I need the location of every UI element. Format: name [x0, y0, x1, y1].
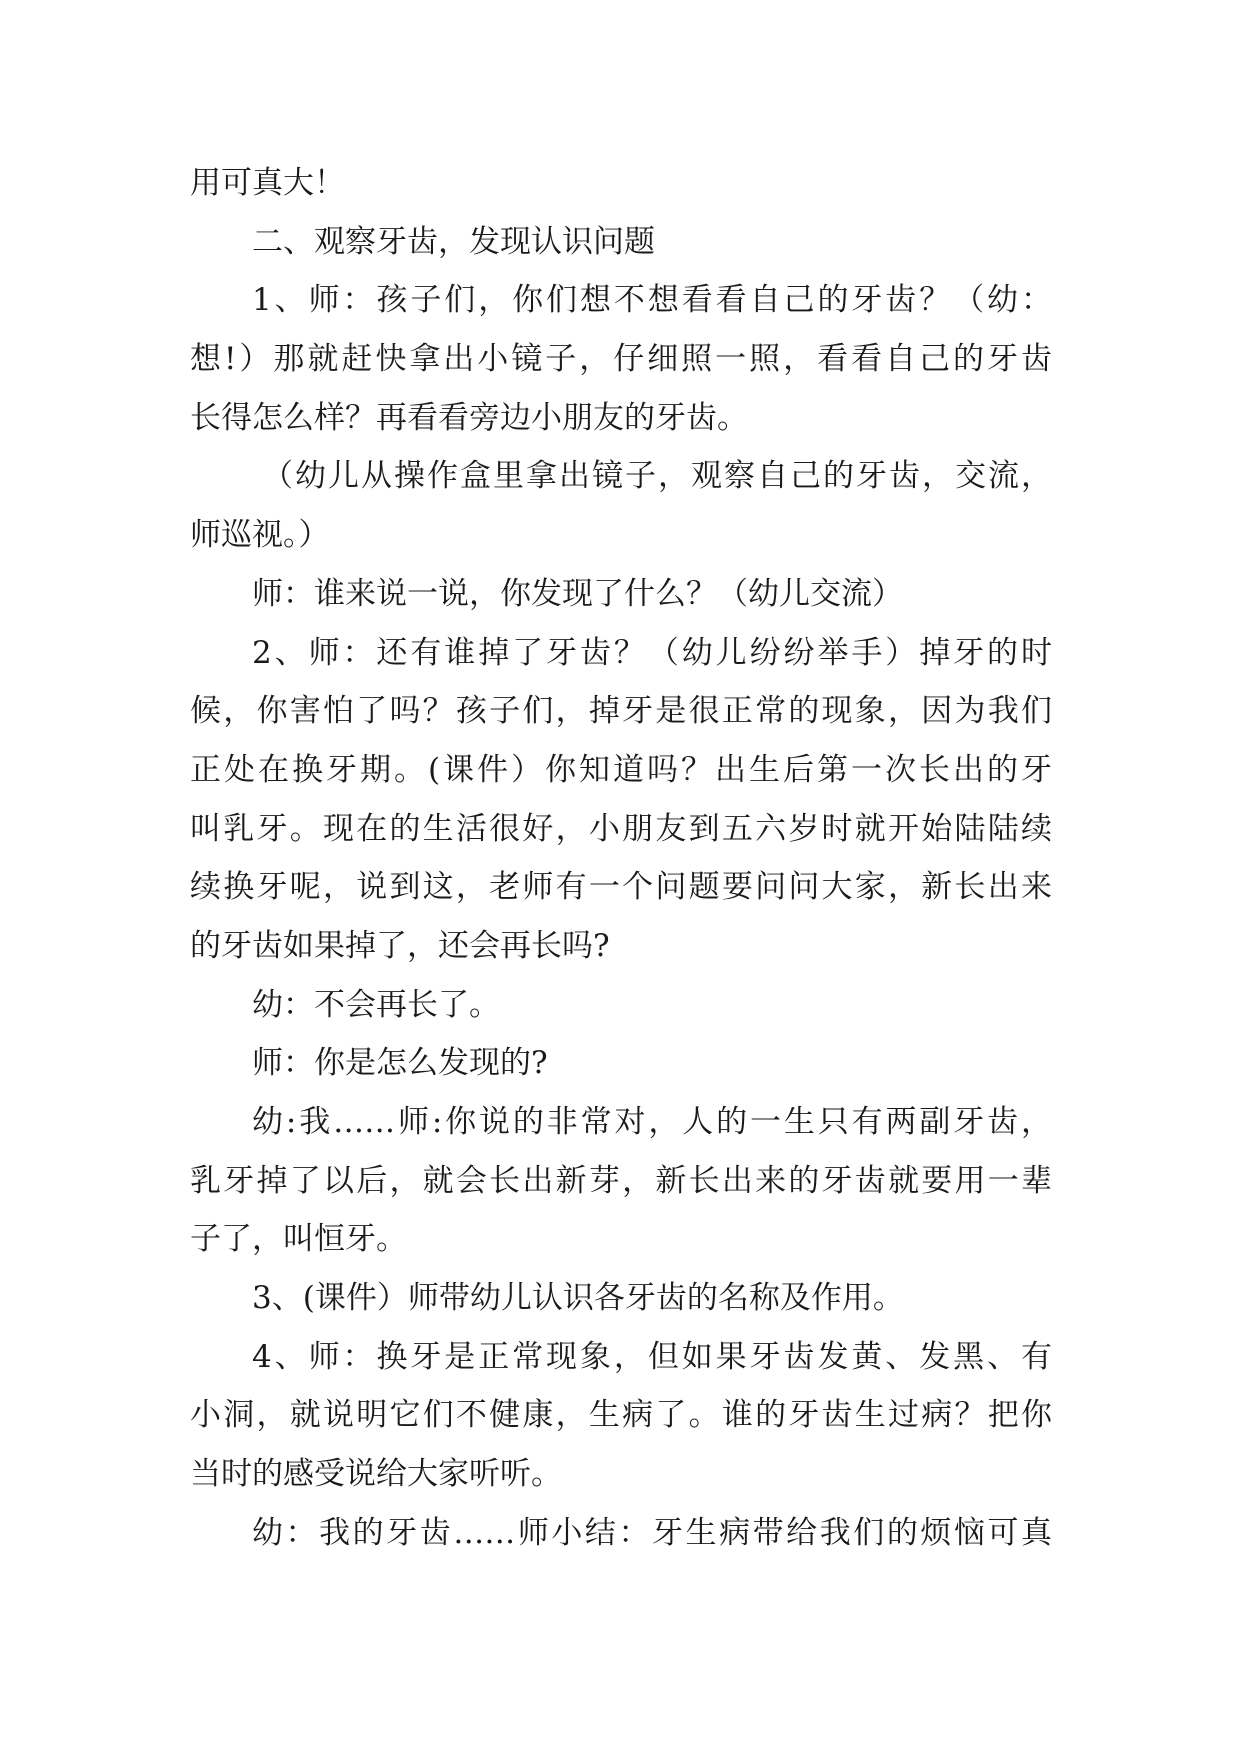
text-line: 幼：我的牙齿……师小结：牙生病带给我们的烦恼可真 — [252, 1514, 1052, 1551]
text-line: 2、师：还有谁掉了牙齿？（幼儿纷纷举手）掉牙的时 — [252, 634, 1052, 671]
text-line: 候，你害怕了吗？孩子们，掉牙是很正常的现象，因为我们 — [190, 693, 1052, 730]
text-line: 乳牙掉了以后，就会长出新芽，新长出来的牙齿就要用一辈 — [190, 1162, 1052, 1199]
text-line: 续换牙呢，说到这，老师有一个问题要问问大家，新长出来 — [190, 869, 1052, 906]
text-line: 师巡视。） — [190, 517, 330, 554]
text-line: 师：谁来说一说，你发现了什么？（幼儿交流） — [252, 575, 903, 612]
text-line: 4、师：换牙是正常现象，但如果牙齿发黄、发黑、有 — [252, 1338, 1052, 1375]
text-line: 叫乳牙。现在的生活很好，小朋友到五六岁时就开始陆陆续 — [190, 810, 1052, 847]
text-line: 3、(课件）师带幼儿认识各牙齿的名称及作用。 — [252, 1280, 904, 1317]
text-line: 当时的感受说给大家听听。 — [190, 1456, 562, 1493]
text-line: 师：你是怎么发现的? — [252, 1045, 548, 1082]
text-line: 正处在换牙期。(课件）你知道吗？出生后第一次长出的牙 — [190, 751, 1052, 788]
text-line: 1、师：孩子们，你们想不想看看自己的牙齿？（幼： — [252, 282, 1052, 319]
body-text — [190, 154, 1052, 1563]
text-line: 想!）那就赶快拿出小镜子，仔细照一照，看看自己的牙齿 — [190, 341, 1052, 378]
text-line: 幼：不会再长了。 — [252, 986, 500, 1023]
text-line: 二、观察牙齿，发现认识问题 — [252, 223, 655, 260]
text-line: 小洞，就说明它们不健康，生病了。谁的牙齿生过病？把你 — [190, 1397, 1052, 1434]
text-line: 子了，叫恒牙。 — [190, 1221, 407, 1258]
text-line: 长得怎么样？再看看旁边小朋友的牙齿。 — [190, 399, 748, 436]
text-line: （幼儿从操作盒里拿出镜子，观察自己的牙齿，交流， — [262, 458, 1052, 495]
text-line: 用可真大！ — [190, 165, 345, 201]
text-line: 幼:我……师:你说的非常对，人的一生只有两副牙齿， — [252, 1104, 1052, 1140]
text-line: 的牙齿如果掉了，还会再长吗? — [190, 927, 610, 964]
